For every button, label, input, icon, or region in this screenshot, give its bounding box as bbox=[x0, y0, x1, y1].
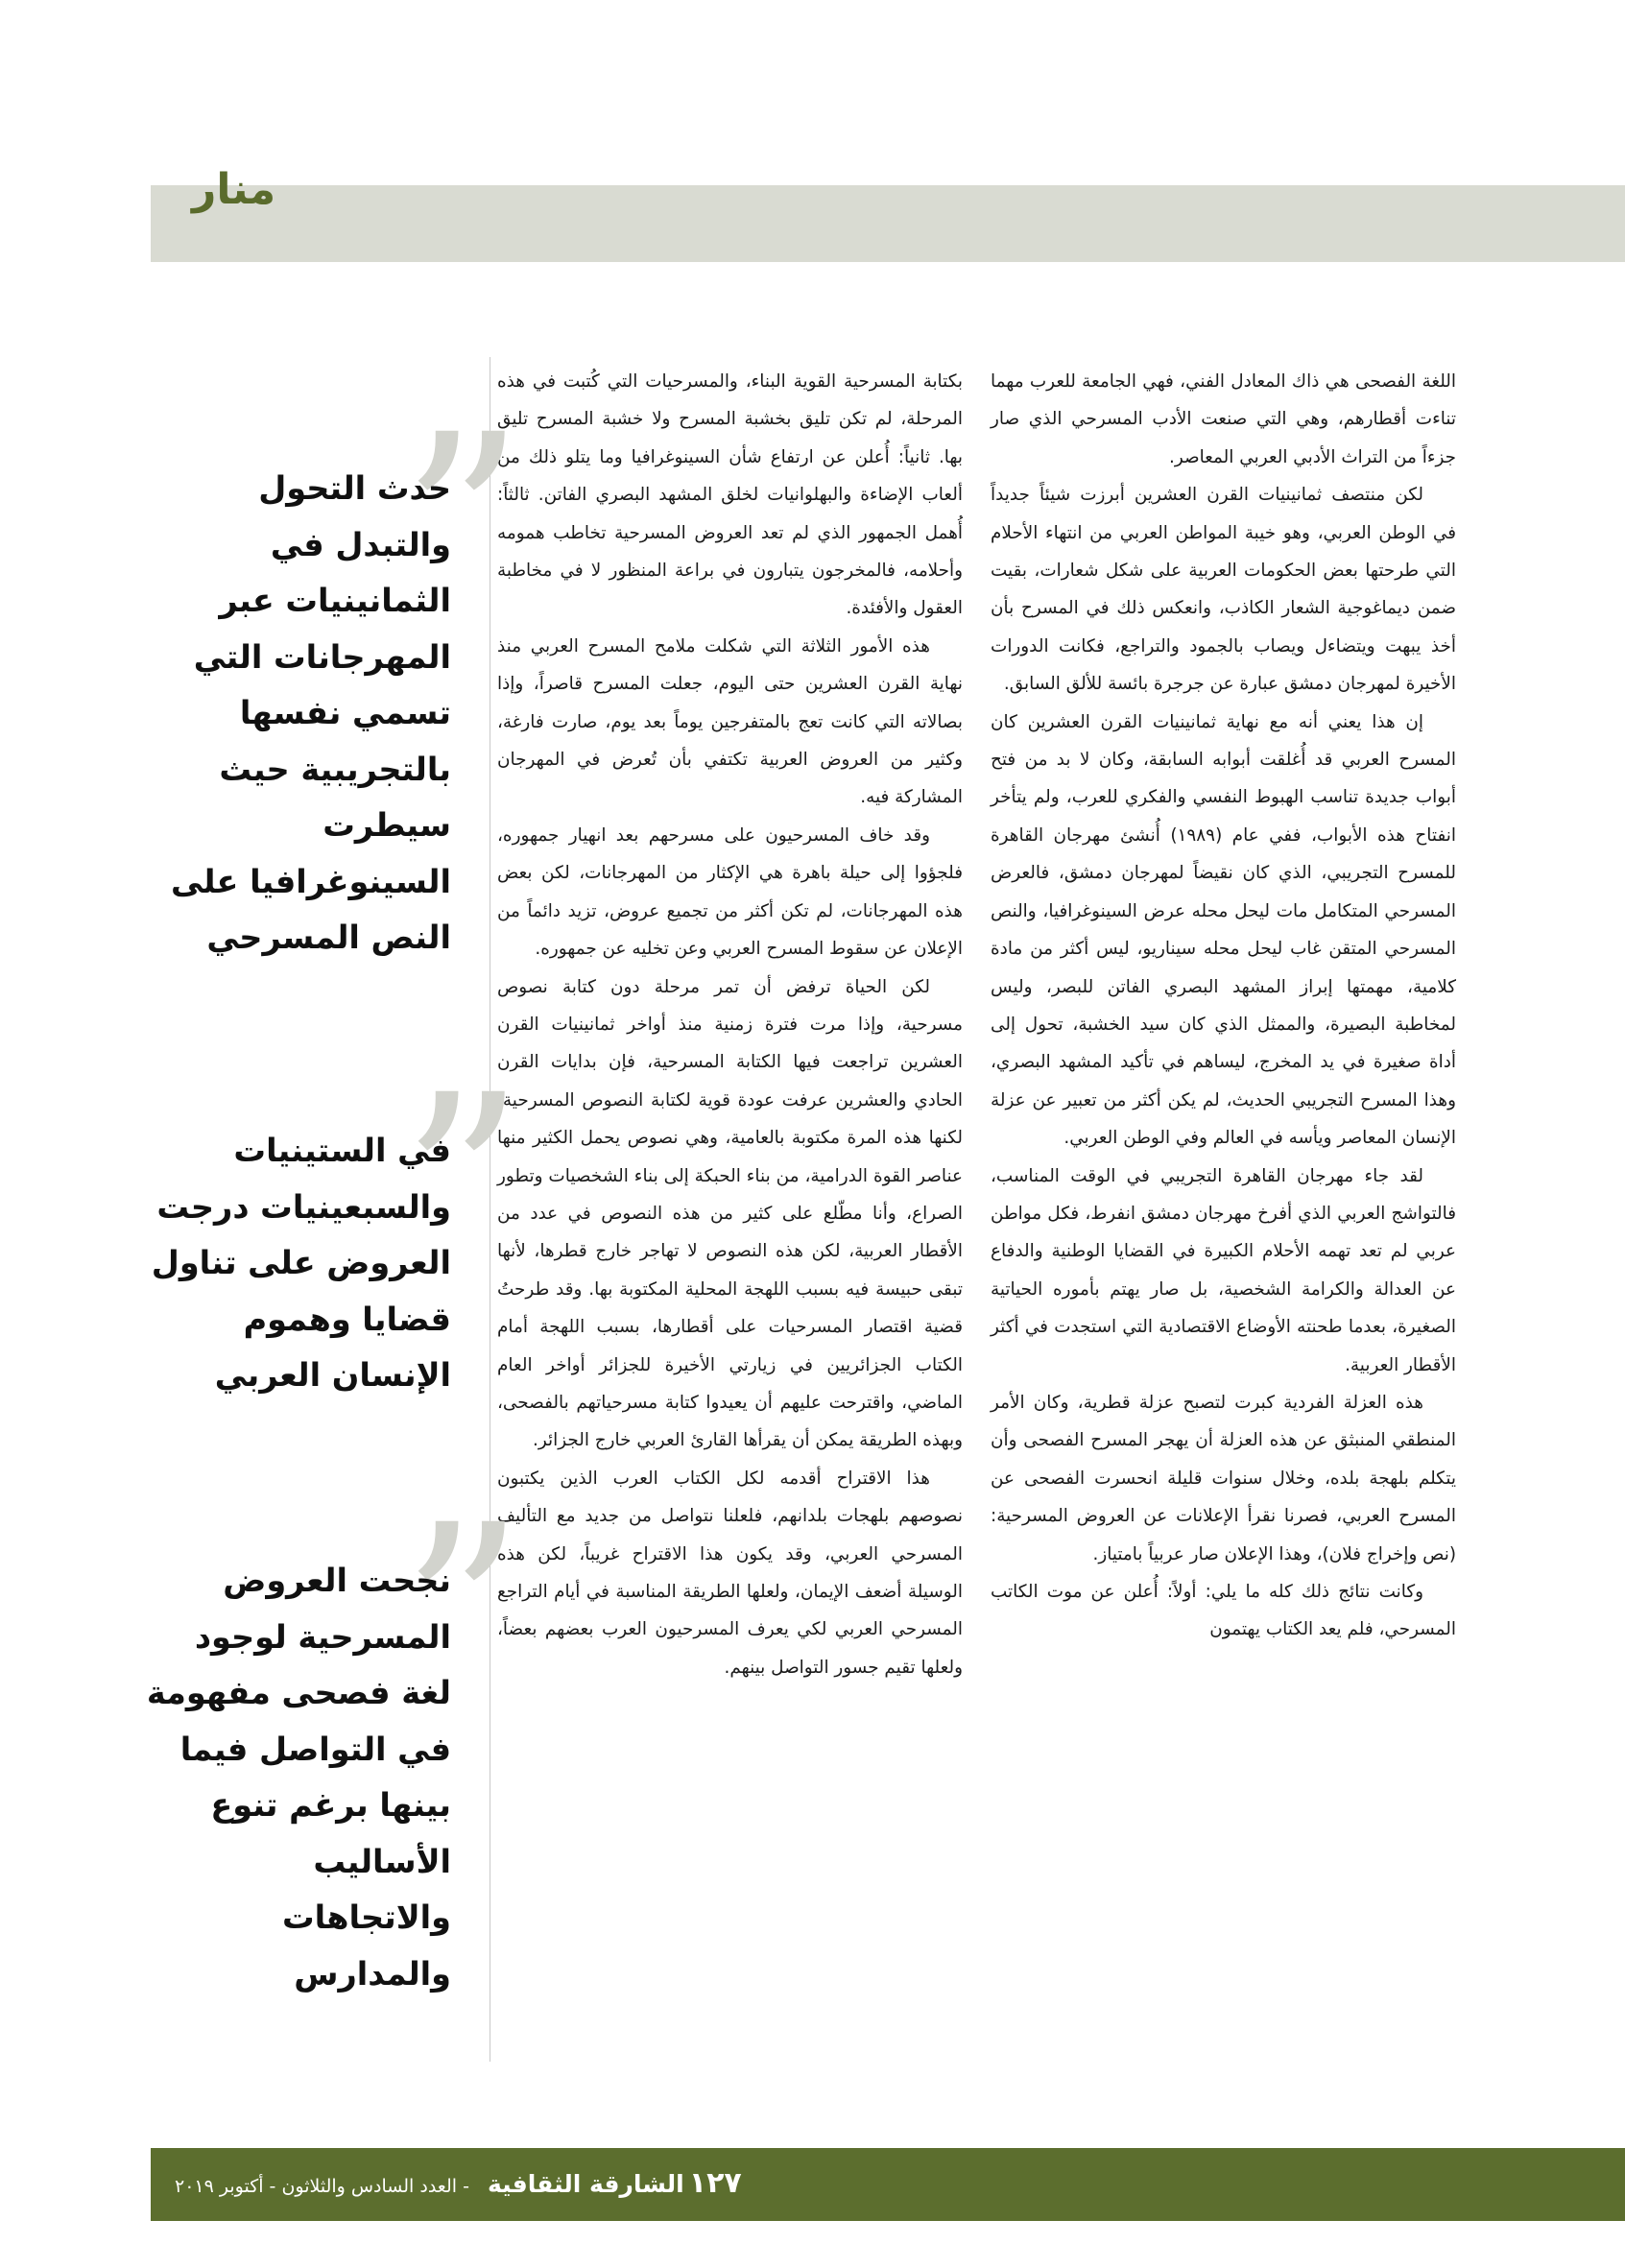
quote-mark-icon: ” bbox=[401, 1043, 524, 1323]
section-title: منار bbox=[192, 165, 276, 214]
issue-info: - العدد السادس والثلاثون - أكتوبر ٢٠١٩ bbox=[175, 2176, 469, 2197]
paragraph: وقد خاف المسرحيون على مسرحهم بعد انهيار جمهوره، فلجؤوا إلى حيلة باهرة هي الإكثار من المهرجانات، لكن بعض هذه المهرجانات، لم تكن أكثر من تجميع عروض، تزيد دائماً من الإعلان عن سقوط المسرح العربي وعن تخليه عن جمهوره. bbox=[497, 824, 963, 960]
pullquote-2: في الستينيات والسبعينيات درجت العروض على تناول قضايا وهموم الإنسان العربي bbox=[151, 1132, 451, 1394]
paragraph: هذه العزلة الفردية كبرت لتصبح عزلة قطرية، وكان الأمر المنطقي المنبثق عن هذه العزلة أن يهجر المسرح الفصحى وأن يتكلم بلهجة بلده، وخلال سنوات قليلة انحسرت الفصحى عن المسرح العربي، فصرنا نقرأ الإعلانات عن العروض المسرحية: (نص وإخراج فلان)، وهذا الإعلان صار عربياً بامتياز. bbox=[991, 1392, 1456, 1564]
quote-mark-icon: ” bbox=[401, 383, 524, 662]
pullquote-1: حدث التحول والتبدل في الثمانينيات عبر المهرجانات التي تسمي نفسها بالتجريبية حيث سيطرت السينوغرافيا على النص المسرحي bbox=[170, 469, 451, 956]
pullquote-3: نجحت العروض المسرحية لوجود لغة فصحى مفهومة في التواصل فيما بينها برغم تنوع الأساليب والاتجاهات والمدارس bbox=[146, 1562, 451, 1993]
paragraph: هذه الأمور الثلاثة التي شكلت ملامح المسرح العربي منذ نهاية القرن العشرين حتى اليوم، جعلت المسرح قاصراً، وإذا بصالاته التي كانت تعج بالمتفرجين يوماً بعد يوم، صارت فارغة، وكثير من العروض العربية تكتفي بأن تُعرض في المهرجان المشاركة فيه. bbox=[497, 635, 963, 808]
quote-mark-icon: ” bbox=[401, 1473, 524, 1753]
page-number: ١٢٧ bbox=[688, 2166, 742, 2200]
footer bbox=[169, 2160, 898, 2208]
paragraph: بكتابة المسرحية القوية البناء، والمسرحيات التي كُتبت في هذه المرحلة، لم تكن تليق بخشبة المسرح ولا خشبة المسرح تليق بها. ثانياً: أُعلن عن ارتفاع شأن السينوغرافيا وما يتلو ذلك من ألعاب الإضاءة والبهلوانيات لخلق المشهد البصري الفاتن. ثالثاً: أُهمل الجمهور الذي لم تعد العروض المسرحية تخاطب همومه وأحلامه، فالمخرجون يتبارون في براعة المنظور لا في مخاطبة العقول والأفئدة. bbox=[497, 371, 963, 619]
paragraph: لقد جاء مهرجان القاهرة التجريبي في الوقت المناسب، فالتواشج العربي الذي أفرخ مهرجان دمشق انفرط، فكل مواطن عربي لم تعد تهمه الأحلام الكبيرة في القضايا الوطنية والدفاع عن العدالة والكرامة الشخصية، بل صار يهتم بأموره الحياتية الصغيرة، بعدما طحنته الأوضاع الاقتصادية التي استجدت في أكثر الأقطار العربية. bbox=[991, 1165, 1456, 1375]
paragraph: وكانت نتائج ذلك كله ما يلي: أولاً: أُعلن عن موت الكاتب المسرحي، فلم يعد الكتاب يهتمون bbox=[991, 1582, 1456, 1640]
paragraph: لكن منتصف ثمانينيات القرن العشرين أبرزت شيئاً جديداً في الوطن العربي، وهو خيبة المواطن العربي من انتهاء الأحلام التي طرحتها بعض الحكومات العربية على شكل شعارات، بقيت ضمن ديماغوجية الشعار الكاذب، وانعكس ذلك في المسرح بأن أخذ يبهت ويتضاءل ويصاب بالجمود والتراجع، فكانت الدورات الأخيرة لمهرجان دمشق عبارة عن جرجرة بائسة للألق السابق. bbox=[991, 485, 1456, 695]
article-column-right bbox=[991, 363, 1456, 1649]
paragraph: لكن الحياة ترفض أن تمر مرحلة دون كتابة نصوص مسرحية، وإذا مرت فترة زمنية منذ أواخر ثمانينيات القرن العشرين تراجعت فيها الكتابة المسرحية، فإن بدايات القرن الحادي والعشرين عرفت عودة قوية لكتابة النصوص المسرحية، لكنها هذه المرة مكتوبة بالعامية، وهي نصوص يحمل الكثير منها عناصر القوة الدرامية، من بناء الحبكة إلى بناء الشخصيات وتطور الصراع، وأنا مطّلع على كثير من هذه النصوص في عدد من الأقطار العربية، لكن هذه النصوص لا تهاجر خارج قطرها، لأنها تبقى حبيسة فيه بسبب اللهجة المحلية المكتوبة بها. وقد طرحتُ قضية اقتصار المسرحيات على أقطارها، بسبب اللهجة أمام الكتاب الجزائريين في زيارتي الأخيرة للجزائر أواخر العام الماضي، واقترحت عليهم أن يعيدوا كتابة مسرحياتهم بالفصحى، وبهذه الطريقة يمكن أن يقرأها القارئ العربي خارج الجزائر. bbox=[497, 976, 963, 1451]
magazine-name: الشارقة الثقافية bbox=[488, 2170, 684, 2198]
article-column-middle bbox=[497, 363, 963, 1686]
paragraph: إن هذا يعني أنه مع نهاية ثمانينيات القرن العشرين كان المسرح العربي قد أُغلقت أبوابه السابقة، وكان لا بد من فتح أبواب جديدة تناسب الهبوط النفسي والفكري للعرب، ولم يتأخر انفتاح هذه الأبواب، ففي عام (١٩٨٩) أُنشئ مهرجان القاهرة للمسرح التجريبي، الذي كان نقيضاً لمهرجان دمشق، فالعرض المسرحي المتكامل مات ليحل محله عرض السينوغرافيا، والنص المسرحي المتقن غاب ليحل محله سيناريو، ليس أكثر من مادة كلامية، مهمتها إبراز المشهد البصري الفاتن للبصر، وليس لمخاطبة البصيرة، والممثل الذي كان سيد الخشبة، تحول إلى أداة صغيرة في يد المخرج، ليساهم في تأكيد المشهد البصري، وهذا المسرح التجريبي الحديث، لم يكن أكثر من تعبير عن عزلة الإنسان المعاصر ويأسه في العالم وفي الوطن العربي. bbox=[991, 711, 1456, 1149]
paragraph: هذا الاقتراح أقدمه لكل الكتاب العرب الذين يكتبون نصوصهم بلهجات بلدانهم، فلعلنا نتواصل من جديد مع التأليف المسرحي العربي، وقد يكون هذا الاقتراح غريباً، لكن هذه الوسيلة أضعف الإيمان، ولعلها الطريقة المناسبة في أيام التراجع المسرحي العربي لكي يعرف المسرحيون العرب بعضهم بعضاً، ولعلها تقيم جسور التواصل بينهم. bbox=[497, 1468, 963, 1678]
paragraph: اللغة الفصحى هي ذاك المعادل الفني، فهي الجامعة للعرب مهما تناءت أقطارهم، وهي التي صنعت الأدب المسرحي الذي صار جزءاً من التراث الأدبي العربي المعاصر. bbox=[991, 371, 1456, 467]
